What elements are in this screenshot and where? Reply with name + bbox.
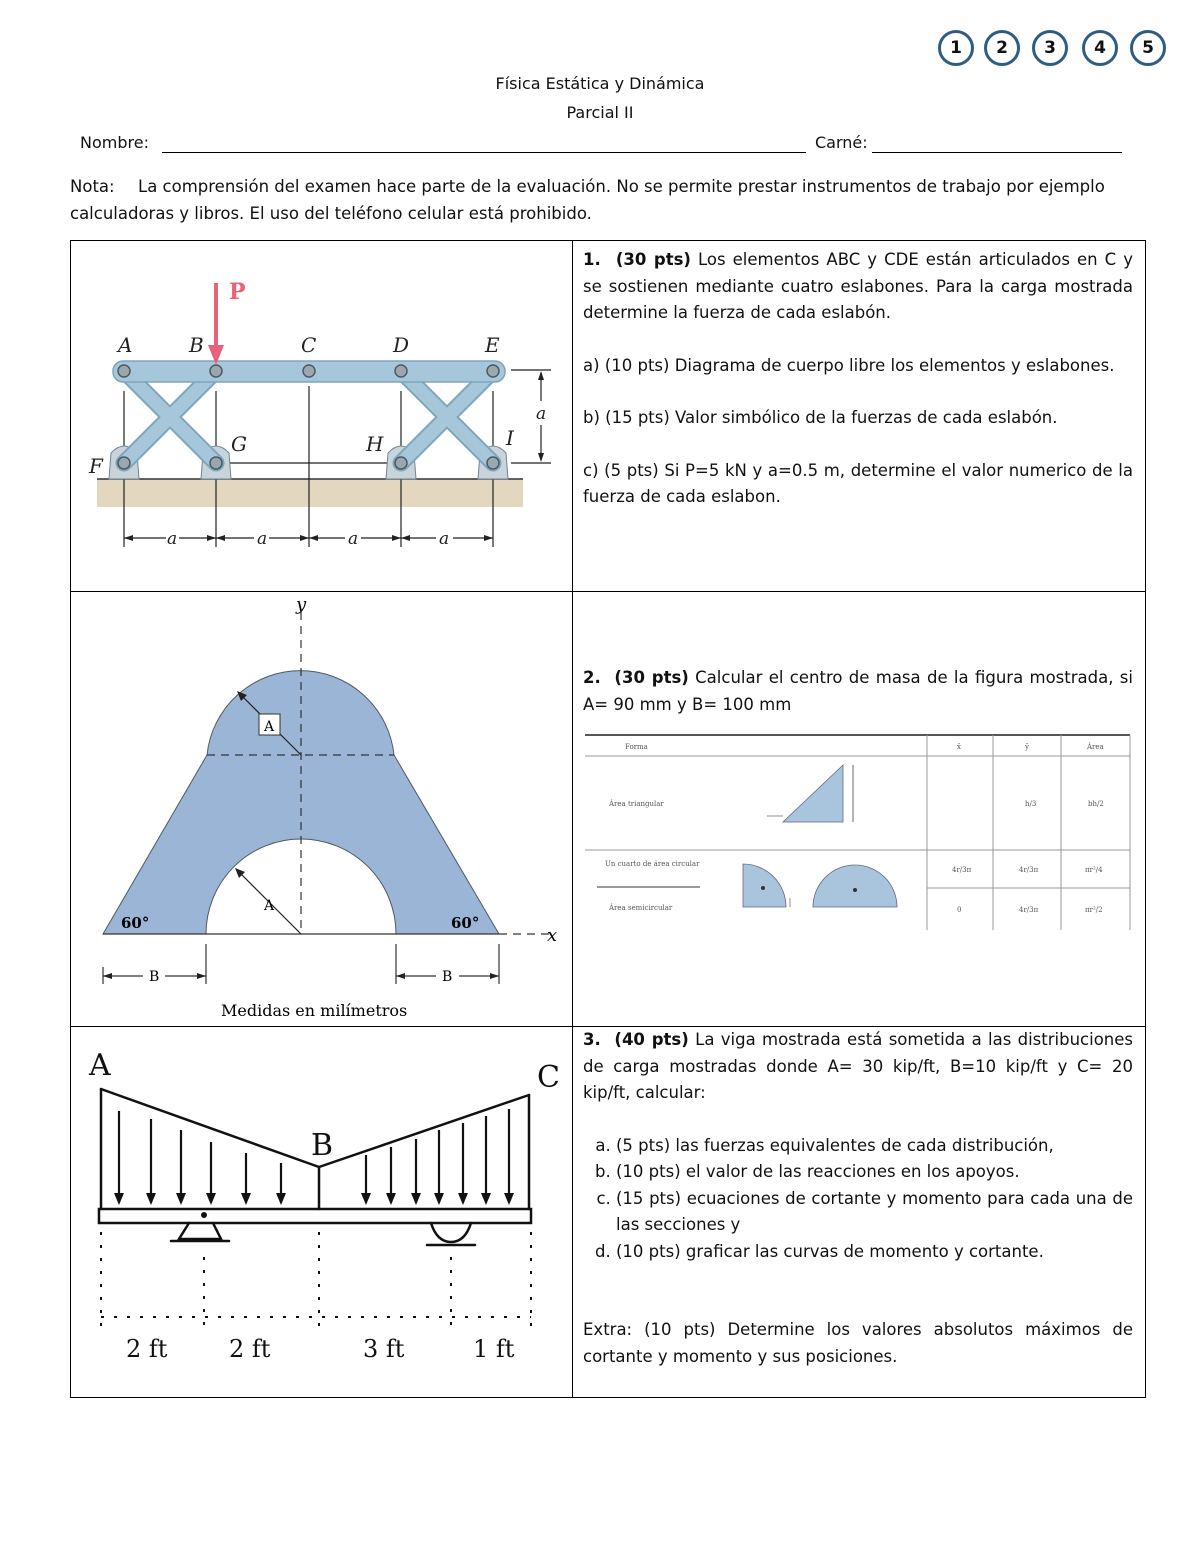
q3-number: 3. bbox=[583, 1030, 601, 1049]
beam-label: C bbox=[537, 1060, 560, 1095]
dim-a-label: a bbox=[257, 529, 268, 549]
q1-part-c: c) (5 pts) Si P=5 kN y a=0.5 m, determine el valor numerico de la fuerza de cada eslabon. bbox=[583, 460, 1133, 506]
base-label: B bbox=[149, 969, 160, 985]
table-y: 4r/3π bbox=[1019, 866, 1039, 874]
q3-item bbox=[616, 1159, 1133, 1186]
q2-statement: Calcular el centro de masa de la figura mostrada, si A= 90 mm y B= 100 mm bbox=[583, 668, 1133, 714]
dim-a-label: a bbox=[348, 529, 359, 549]
angle-label: 60° bbox=[451, 914, 480, 932]
q2-text bbox=[583, 665, 1133, 718]
dim-a-label: a bbox=[167, 529, 178, 549]
q2-points: (30 pts) bbox=[614, 668, 689, 687]
angle-label: 60° bbox=[121, 914, 150, 932]
course-title: Física Estática y Dinámica bbox=[495, 74, 705, 93]
table-header: ȳ bbox=[1025, 743, 1029, 751]
q1-figure-cell bbox=[71, 241, 573, 592]
table-y: h/3 bbox=[1025, 800, 1037, 808]
q2-number: 2. bbox=[583, 668, 601, 687]
joint-label: D bbox=[393, 333, 410, 357]
joint-label: H bbox=[366, 432, 384, 456]
joint-label: F bbox=[89, 454, 103, 478]
q1-points: (30 pts) bbox=[615, 250, 691, 269]
page-number: 4 bbox=[1094, 38, 1106, 58]
q1-statement: Los elementos ABC y CDE están articulados en C y se sostienen mediante cuatro eslabones. Para la carga mostrada determine la fuerza de cada eslabón. bbox=[583, 250, 1133, 322]
table-y: 4r/3π bbox=[1019, 906, 1039, 914]
load-label: P bbox=[229, 279, 246, 305]
table-header: Forma bbox=[625, 743, 648, 751]
span-label: 2 ft bbox=[229, 1335, 271, 1363]
q1-text bbox=[583, 247, 1133, 511]
questions-table bbox=[70, 240, 1146, 1398]
page-circle-3 bbox=[1032, 30, 1068, 66]
q1-part-b: b) (15 pts) Valor simbólico de la fuerzas de cada eslabón. bbox=[583, 408, 1058, 427]
q3-extra: Extra: (10 pts) Determine los valores absolutos máximos de cortante y momento y sus posiciones. bbox=[583, 1320, 1133, 1366]
base-label: B bbox=[442, 969, 453, 985]
centroid-table bbox=[585, 732, 1133, 932]
q3-item bbox=[616, 1133, 1133, 1160]
dim-a-label: a bbox=[536, 404, 547, 424]
id-field[interactable] bbox=[872, 152, 1122, 153]
question-1-row bbox=[71, 241, 1146, 592]
q3-text bbox=[583, 1027, 1133, 1370]
table-x: 0 bbox=[957, 906, 962, 914]
joint-label: G bbox=[231, 432, 247, 456]
item-points: (5 pts) bbox=[616, 1135, 671, 1155]
q1-number: 1. bbox=[583, 250, 601, 269]
q3-text-cell bbox=[573, 1027, 1146, 1398]
table-shape: Un cuarto de área circular bbox=[605, 860, 700, 868]
question-2-row bbox=[71, 592, 1146, 1027]
page-circle-1 bbox=[938, 30, 974, 66]
page-number: 1 bbox=[950, 38, 962, 58]
note-label: Nota: bbox=[70, 177, 115, 196]
joint-label: A bbox=[118, 333, 133, 357]
q1-part-a: a) (10 pts) Diagrama de cuerpo libre los elementos y eslabones. bbox=[583, 355, 1115, 375]
x-axis-label: x bbox=[547, 925, 558, 946]
q3-item bbox=[616, 1186, 1133, 1239]
table-header: x̄ bbox=[957, 743, 961, 751]
y-axis-label: y bbox=[296, 594, 307, 615]
q1-text-cell bbox=[573, 241, 1146, 592]
page-circle-4 bbox=[1082, 30, 1118, 66]
page-number: 3 bbox=[1044, 38, 1056, 58]
exam-note bbox=[70, 173, 1140, 227]
item-points: (10 pts) bbox=[616, 1241, 681, 1261]
page-number: 5 bbox=[1142, 38, 1154, 58]
arch-figure bbox=[71, 592, 572, 1022]
table-area: bh/2 bbox=[1088, 800, 1104, 808]
radius-label: A bbox=[264, 719, 275, 735]
q3-items bbox=[583, 1133, 1133, 1266]
q3-figure-cell bbox=[71, 1027, 573, 1398]
ground bbox=[97, 479, 523, 507]
item-text: graficar las curvas de momento y cortante. bbox=[680, 1241, 1044, 1261]
id-label: Carné: bbox=[815, 133, 868, 152]
table-shape: Área semicircular bbox=[609, 904, 673, 912]
item-text: ecuaciones de cortante y momento para cada una de las secciones y bbox=[616, 1188, 1133, 1234]
figure-caption: Medidas en milímetros bbox=[221, 1001, 408, 1020]
item-points: (10 pts) bbox=[616, 1162, 681, 1181]
item-text: el valor de las reacciones en los apoyos. bbox=[680, 1162, 1020, 1181]
q3-points: (40 pts) bbox=[614, 1030, 689, 1049]
name-label: Nombre: bbox=[80, 133, 149, 152]
joint-label: I bbox=[506, 426, 514, 450]
q2-figure-cell bbox=[71, 592, 573, 1027]
joint-label: B bbox=[189, 333, 204, 357]
page-circle-5 bbox=[1130, 30, 1166, 66]
q3-statement: La viga mostrada está sometida a las distribuciones de carga mostradas donde A= 30 kip/ft, B=10 kip/ft y C= 20 kip/ft, calcular: bbox=[583, 1030, 1133, 1102]
page-number: 2 bbox=[996, 38, 1008, 58]
joint-label: E bbox=[485, 333, 500, 357]
span-label: 3 ft bbox=[363, 1335, 405, 1363]
q3-item bbox=[616, 1239, 1133, 1266]
exam-title: Parcial II bbox=[566, 103, 634, 122]
joint-label: C bbox=[301, 333, 317, 357]
beam-figure bbox=[71, 1027, 572, 1393]
beam-label: B bbox=[311, 1128, 334, 1163]
table-area: πr²/2 bbox=[1085, 906, 1103, 914]
table-shape: Área triangular bbox=[609, 800, 664, 808]
item-text: las fuerzas equivalentes de cada distribución, bbox=[670, 1135, 1054, 1155]
beam-label: A bbox=[89, 1048, 111, 1083]
note-text: La comprensión del examen hace parte de la evaluación. No se permite prestar instrumentos de trabajo por ejemplo calculadoras y libros. El uso del teléfono celular está prohibido. bbox=[70, 177, 1105, 223]
page-circle-2 bbox=[984, 30, 1020, 66]
frame-figure bbox=[71, 241, 572, 587]
table-header: Área bbox=[1087, 743, 1104, 751]
question-3-row bbox=[71, 1027, 1146, 1398]
table-x: 4r/3π bbox=[952, 866, 972, 874]
q2-text-cell bbox=[573, 592, 1146, 1027]
span-label: 1 ft bbox=[473, 1335, 515, 1363]
name-field[interactable] bbox=[162, 152, 806, 153]
table-area: πr²/4 bbox=[1085, 866, 1103, 874]
dim-a-label: a bbox=[439, 529, 450, 549]
span-label: 2 ft bbox=[126, 1335, 168, 1363]
radius-label: A bbox=[264, 898, 275, 914]
item-points: (15 pts) bbox=[616, 1188, 682, 1208]
